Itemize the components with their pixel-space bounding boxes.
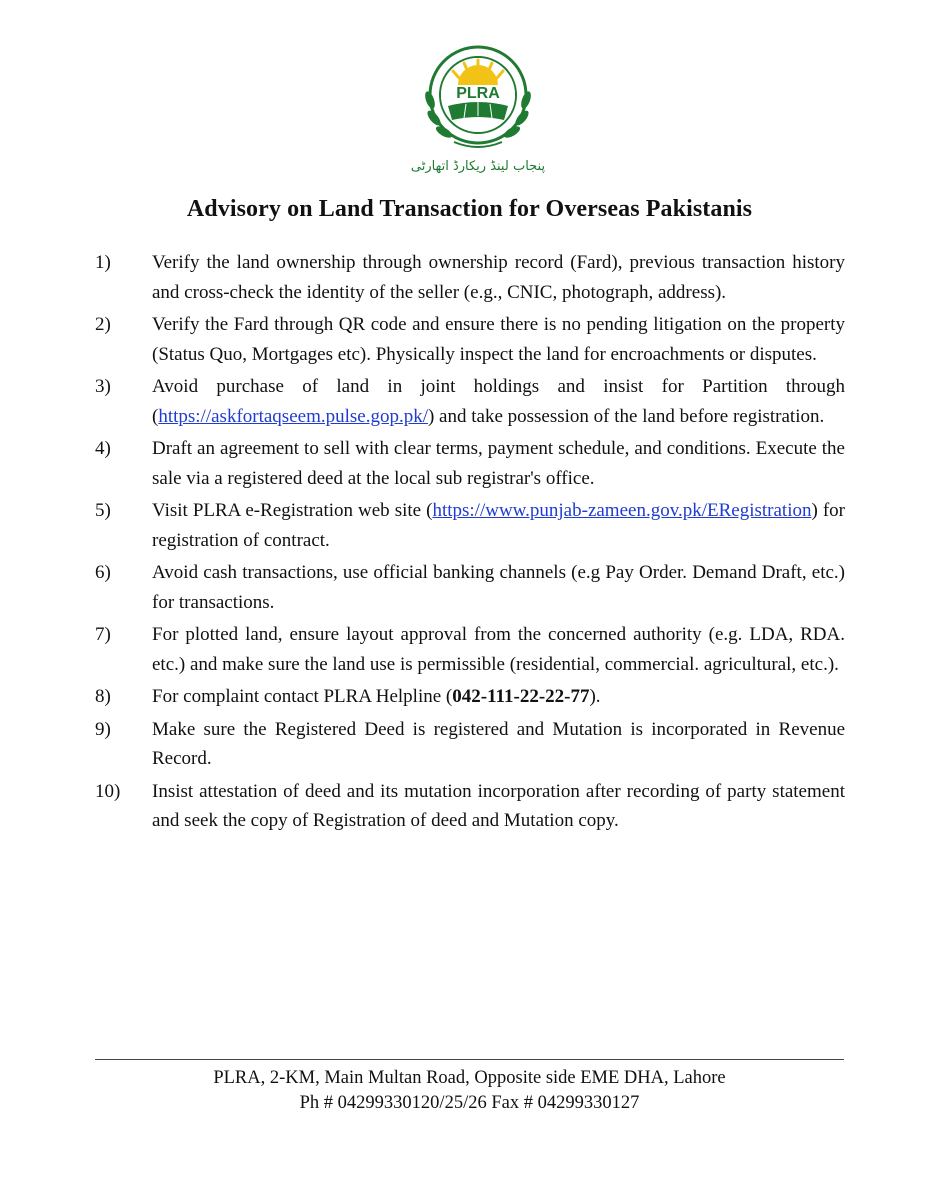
logo-urdu-caption: پنجاب لینڈ ریکارڈ اتھارٹی bbox=[410, 159, 546, 174]
list-item bbox=[95, 434, 845, 493]
item-text-after: ). bbox=[589, 686, 601, 707]
item-number: 2) bbox=[95, 314, 111, 335]
item-number: 10) bbox=[95, 780, 121, 802]
item-text bbox=[152, 496, 845, 555]
item-number: 1) bbox=[95, 252, 111, 273]
helpline-number: 042-111-22-22-77 bbox=[452, 686, 590, 707]
svg-text:PLRA: PLRA bbox=[456, 85, 500, 102]
item-text-before: Visit PLRA e-Registration web site ( bbox=[152, 500, 433, 521]
partition-link[interactable]: https://askfortaqseem.pulse.gop.pk/ bbox=[158, 405, 428, 427]
item-text-before: Avoid purchase of land in joint holdings and insist for Partition through ( bbox=[152, 376, 845, 427]
footer-address: PLRA, 2-KM, Main Multan Road, Opposite side EME DHA, Lahore bbox=[213, 1068, 726, 1088]
footer bbox=[0, 1066, 939, 1116]
advisory-list bbox=[95, 248, 845, 839]
item-number: 4) bbox=[95, 438, 111, 459]
list-item bbox=[95, 310, 845, 369]
list-item bbox=[95, 496, 845, 555]
item-text: Verify the land ownership through ownership record (Fard), previous transaction history and cross-check the identity of the seller (e.g., CNIC, photograph, address). bbox=[152, 252, 845, 303]
item-text: Make sure the Registered Deed is registered and Mutation is incorporated in Revenue Record. bbox=[152, 718, 845, 769]
list-item bbox=[95, 777, 845, 836]
list-item bbox=[95, 558, 845, 617]
item-text: Draft an agreement to sell with clear terms, payment schedule, and conditions. Execute the sale via a registered deed at the local sub registrar's office. bbox=[152, 438, 845, 489]
e-registration-link[interactable]: https://www.punjab-zameen.gov.pk/ERegistration bbox=[432, 500, 812, 521]
item-text-after: ) and take possession of the land before registration. bbox=[427, 405, 825, 427]
item-text bbox=[152, 682, 845, 712]
list-item bbox=[95, 682, 845, 712]
item-text bbox=[152, 372, 845, 431]
item-text: Avoid cash transactions, use official banking channels (e.g Pay Order. Demand Draft, etc.) for transactions. bbox=[152, 562, 845, 613]
list-item bbox=[95, 372, 845, 431]
item-text-before: For complaint contact PLRA Helpline ( bbox=[152, 686, 453, 707]
plra-logo bbox=[408, 40, 548, 180]
item-text: Insist attestation of deed and its mutation incorporation after recording of party statement and seek the copy of Registration of deed and Mutation copy. bbox=[152, 780, 845, 831]
item-text: Verify the Fard through QR code and ensure there is no pending litigation on the property (Status Quo, Mortgages etc). Physically inspect the land for encroachments or disputes. bbox=[152, 314, 845, 365]
item-number: 9) bbox=[95, 718, 111, 740]
item-number: 8) bbox=[95, 686, 111, 707]
list-item bbox=[95, 715, 845, 774]
page-title: Advisory on Land Transaction for Overseas Pakistanis bbox=[186, 196, 753, 222]
item-text: For plotted land, ensure layout approval from the concerned authority (e.g. LDA, RDA. etc.) and make sure the land use is permissible (residential, commercial. agricultural, etc.). bbox=[152, 624, 845, 675]
item-number: 3) bbox=[95, 376, 111, 397]
plra-emblem-icon bbox=[408, 40, 548, 180]
item-number: 6) bbox=[95, 562, 111, 583]
footer-divider bbox=[95, 1059, 844, 1060]
list-item bbox=[95, 248, 845, 307]
item-number: 5) bbox=[95, 500, 111, 521]
footer-phone: Ph # 04299330120/25/26 Fax # 04299330127 bbox=[299, 1093, 640, 1113]
list-item bbox=[95, 620, 845, 679]
item-text-after: ) for registration of contract. bbox=[152, 500, 845, 551]
item-number: 7) bbox=[95, 624, 111, 645]
